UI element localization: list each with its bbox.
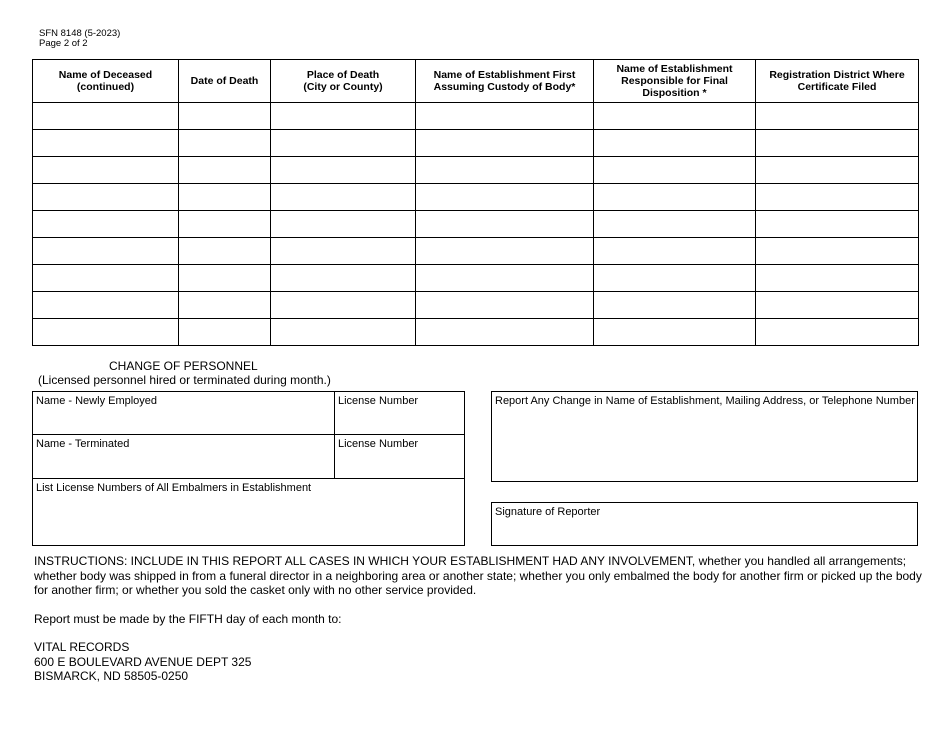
table-cell[interactable] <box>416 103 594 130</box>
signature-field[interactable] <box>491 502 918 546</box>
table-cell[interactable] <box>271 103 416 130</box>
table-cell[interactable] <box>179 130 271 157</box>
address-line-2: 600 E BOULEVARD AVENUE DEPT 325 <box>34 654 252 669</box>
table-cell[interactable] <box>179 238 271 265</box>
table-cell[interactable] <box>416 238 594 265</box>
table-cell[interactable] <box>33 211 179 238</box>
personnel-section-title: CHANGE OF PERSONNEL <box>109 359 258 373</box>
column-header-name-of-deceased: Name of Deceased (continued) <box>33 60 179 103</box>
table-cell[interactable] <box>33 265 179 292</box>
table-cell[interactable] <box>33 319 179 346</box>
address-line-3: BISMARCK, ND 58505-0250 <box>34 669 189 683</box>
table-cell[interactable] <box>416 265 594 292</box>
table-cell[interactable] <box>756 103 919 130</box>
table-row <box>33 157 919 184</box>
table-cell[interactable] <box>416 157 594 184</box>
table-cell[interactable] <box>179 292 271 319</box>
table-cell[interactable] <box>271 157 416 184</box>
license-number-label: License Number <box>338 395 419 407</box>
terminated-field[interactable] <box>32 434 335 479</box>
table-cell[interactable] <box>594 238 756 265</box>
license-number-label: License Number <box>338 438 419 450</box>
table-cell[interactable] <box>179 157 271 184</box>
table-row <box>33 265 919 292</box>
newly-employed-label: Name - Newly Employed <box>36 395 158 407</box>
column-header-date-of-death: Date of Death <box>179 60 271 103</box>
table-cell[interactable] <box>756 319 919 346</box>
personnel-section-subtitle: (Licensed personnel hired or terminated during month.) <box>38 373 331 387</box>
column-header-final-disposition: Name of Establishment Responsible for Final Disposition * <box>594 60 756 103</box>
table-cell[interactable] <box>271 130 416 157</box>
table-cell[interactable] <box>179 265 271 292</box>
table-row <box>33 238 919 265</box>
newly-employed-field[interactable] <box>32 391 335 435</box>
table-row <box>33 319 919 346</box>
table-cell[interactable] <box>756 265 919 292</box>
column-header-registration-district: Registration District Where Certificate Filed <box>756 60 919 103</box>
table-header-row <box>33 60 919 103</box>
instructions-text: INSTRUCTIONS: INCLUDE IN THIS REPORT ALL CASES IN WHICH YOUR ESTABLISHMENT HAD ANY INVOLVEMENT, whether you handled all arrangements; whether body was shipped in from a funeral director in a neighboring area or another state; whether you only embalmed the body for another firm or picked up the body for another firm; or whether you sold the casket only with no other service provided. <box>34 554 922 597</box>
table-cell[interactable] <box>416 319 594 346</box>
deadline-text: Report must be made by the FIFTH day of each month to: <box>34 611 342 626</box>
table-cell[interactable] <box>271 184 416 211</box>
deaths-table-body <box>33 103 919 346</box>
table-row <box>33 292 919 319</box>
terminated-label: Name - Terminated <box>36 438 130 450</box>
embalmers-license-field[interactable] <box>32 478 465 546</box>
table-cell[interactable] <box>756 211 919 238</box>
instructions-block <box>34 554 924 684</box>
table-cell[interactable] <box>756 184 919 211</box>
table-row <box>33 130 919 157</box>
table-cell[interactable] <box>33 103 179 130</box>
table-cell[interactable] <box>179 211 271 238</box>
column-header-first-establishment: Name of Establishment First Assuming Custody of Body* <box>416 60 594 103</box>
change-report-label: Report Any Change in Name of Establishment, Mailing Address, or Telephone Number <box>495 395 915 407</box>
table-cell[interactable] <box>271 319 416 346</box>
table-cell[interactable] <box>594 211 756 238</box>
table-cell[interactable] <box>33 292 179 319</box>
table-cell[interactable] <box>271 211 416 238</box>
table-cell[interactable] <box>756 292 919 319</box>
table-cell[interactable] <box>594 184 756 211</box>
table-cell[interactable] <box>33 130 179 157</box>
signature-label: Signature of Reporter <box>495 506 601 518</box>
table-cell[interactable] <box>179 103 271 130</box>
table-cell[interactable] <box>416 184 594 211</box>
table-cell[interactable] <box>594 103 756 130</box>
column-header-place-of-death: Place of Death (City or County) <box>271 60 416 103</box>
table-cell[interactable] <box>594 265 756 292</box>
table-cell[interactable] <box>271 265 416 292</box>
table-row <box>33 211 919 238</box>
table-cell[interactable] <box>33 184 179 211</box>
address-line-1: VITAL RECORDS <box>34 640 130 654</box>
table-cell[interactable] <box>179 319 271 346</box>
table-cell[interactable] <box>594 292 756 319</box>
table-cell[interactable] <box>416 130 594 157</box>
table-cell[interactable] <box>756 130 919 157</box>
deaths-table <box>32 59 919 346</box>
table-cell[interactable] <box>594 130 756 157</box>
form-number: SFN 8148 (5-2023) <box>39 28 121 39</box>
table-cell[interactable] <box>416 211 594 238</box>
table-cell[interactable] <box>594 319 756 346</box>
embalmers-label: List License Numbers of All Embalmers in Establishment <box>36 482 312 494</box>
table-cell[interactable] <box>33 238 179 265</box>
table-row <box>33 103 919 130</box>
page-number: Page 2 of 2 <box>39 38 88 49</box>
table-cell[interactable] <box>756 157 919 184</box>
table-cell[interactable] <box>179 184 271 211</box>
newly-employed-license-field[interactable] <box>334 391 465 435</box>
table-cell[interactable] <box>271 292 416 319</box>
terminated-license-field[interactable] <box>334 434 465 479</box>
table-cell[interactable] <box>416 292 594 319</box>
table-row <box>33 184 919 211</box>
change-report-field[interactable] <box>491 391 918 482</box>
table-cell[interactable] <box>756 238 919 265</box>
table-cell[interactable] <box>271 238 416 265</box>
table-cell[interactable] <box>33 157 179 184</box>
table-cell[interactable] <box>594 157 756 184</box>
